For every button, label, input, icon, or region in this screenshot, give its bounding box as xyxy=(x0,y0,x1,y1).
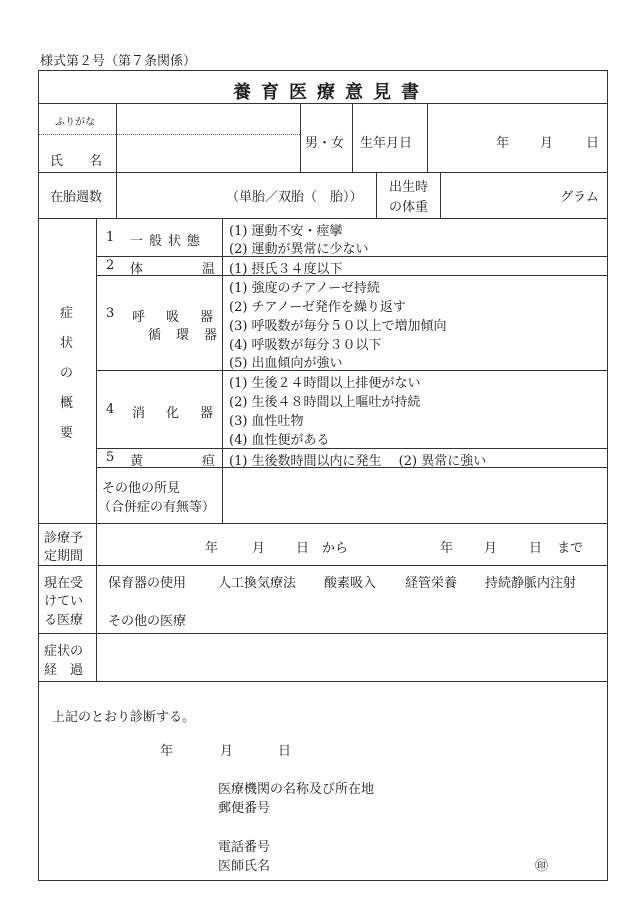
birth-weight-label-2: の体重 xyxy=(389,200,429,215)
course-label: 経 過 xyxy=(44,663,84,678)
line xyxy=(38,134,300,135)
period-month: 月 xyxy=(484,541,498,556)
category-name: 体 xyxy=(130,262,144,277)
birth-weight-label-1: 出生時 xyxy=(389,180,429,195)
name-label: 氏 名 xyxy=(50,154,103,169)
line xyxy=(38,218,608,219)
footer-day: 日 xyxy=(278,744,292,759)
period-to: まで xyxy=(557,541,584,556)
symptom-item: (1) 生後２４時間以上排便がない xyxy=(229,376,421,391)
doctor-label: 医師氏名 xyxy=(218,859,271,874)
footer-year: 年 xyxy=(160,744,174,759)
period-label: 定期間 xyxy=(44,549,84,564)
symptom-item: (1) 摂氏３４度以下 xyxy=(229,262,343,277)
phone-label: 電話番号 xyxy=(218,840,271,855)
section-char: の xyxy=(60,366,74,381)
line xyxy=(427,103,428,172)
period-label: 診療予 xyxy=(44,531,84,546)
sex-field[interactable]: 男・女 xyxy=(305,136,345,151)
line xyxy=(96,448,608,449)
symptom-item: (5) 出血傾向が強い xyxy=(229,356,343,371)
current-label: 現在受 xyxy=(44,576,84,591)
gestation-label: 在胎週数 xyxy=(50,190,103,205)
symptom-item: (3) 呼吸数が毎分５０以上で増加傾向 xyxy=(229,319,447,334)
single-twin: （単胎／双胎（ 胎）） xyxy=(226,190,363,205)
treatment-option[interactable]: 保育器の使用 xyxy=(108,576,187,591)
other-findings-label: その他の所見 xyxy=(102,481,181,496)
line xyxy=(300,103,301,172)
period-month: 月 xyxy=(252,541,266,556)
category-num: 3 xyxy=(106,306,115,321)
treatment-option[interactable]: 人工換気療法 xyxy=(218,576,297,591)
period-year: 年 xyxy=(440,541,454,556)
category-name: 呼吸器 xyxy=(132,310,235,325)
line xyxy=(222,218,223,523)
line xyxy=(38,633,608,634)
period-day: 日 xyxy=(296,541,310,556)
current-label: る医療 xyxy=(44,613,84,628)
symptom-item: (2) 運動が異常に少ない xyxy=(229,242,369,257)
gram-unit: グラム xyxy=(560,190,599,205)
current-label: けてい xyxy=(44,594,84,609)
category-name: 循環器 xyxy=(148,328,233,343)
category-num: 2 xyxy=(106,258,115,273)
symptom-item: (1) 運動不安・痙攣 xyxy=(229,224,343,239)
line xyxy=(440,172,441,219)
symptom-item: (4) 呼吸数が毎分３０以下 xyxy=(229,338,382,353)
line xyxy=(38,523,608,524)
diagnosis-statement: 上記のとおり診断する。 xyxy=(52,710,196,725)
dob-label: 生年月日 xyxy=(360,136,413,151)
furigana-label: ふりがな xyxy=(55,117,95,128)
period-day: 日 xyxy=(529,541,543,556)
line xyxy=(116,103,117,218)
category-name: 疸 xyxy=(202,454,216,469)
dob-day: 日 xyxy=(586,136,600,151)
line xyxy=(96,370,608,371)
category-name: 消化器 xyxy=(132,406,235,421)
treatment-option[interactable]: 経管栄養 xyxy=(405,576,458,591)
category-name: 一般状態 xyxy=(130,234,207,249)
section-char: 状 xyxy=(60,336,74,351)
category-name: 温 xyxy=(202,262,216,277)
line xyxy=(38,565,608,566)
dob-year: 年 xyxy=(496,136,510,151)
treatment-option[interactable]: 持続静脈内注射 xyxy=(485,576,577,591)
line xyxy=(38,103,608,104)
footer-month: 月 xyxy=(220,744,234,759)
line xyxy=(38,172,608,173)
period-from: から xyxy=(322,541,349,556)
section-char: 要 xyxy=(60,426,74,441)
line xyxy=(352,103,353,172)
symptom-item: (2) チアノーゼ発作を繰り返す xyxy=(229,300,406,315)
symptom-item: (1) 強度のチアノーゼ持続 xyxy=(229,281,380,296)
postal-label: 郵便番号 xyxy=(218,801,271,816)
category-num: 5 xyxy=(106,450,115,465)
section-char: 概 xyxy=(60,396,74,411)
seal-icon: ㊞ xyxy=(535,859,549,874)
section-char: 症 xyxy=(60,306,74,321)
line xyxy=(38,681,608,682)
category-name: 黄 xyxy=(130,454,144,469)
category-num: 1 xyxy=(106,230,115,245)
line xyxy=(96,218,97,681)
form-title: 養育医療意見書 xyxy=(233,82,429,103)
symptom-item: (1) 生後数時間以内に発生 (2) 異常に強い xyxy=(229,454,487,469)
course-label: 症状の xyxy=(44,644,84,659)
symptom-item: (4) 血性便がある xyxy=(229,433,330,448)
line xyxy=(376,172,377,218)
treatment-option[interactable]: 酸素吸入 xyxy=(324,576,377,591)
institution-label: 医療機関の名称及び所在地 xyxy=(218,782,375,797)
symptom-item: (3) 血性吐物 xyxy=(229,414,304,429)
dob-month: 月 xyxy=(540,136,554,151)
category-num: 4 xyxy=(106,402,115,417)
other-findings-label: （合併症の有無等） xyxy=(98,500,216,515)
form-number: 様式第２号（第７条関係） xyxy=(40,54,197,69)
symptom-item: (2) 生後４８時間以上嘔吐が持続 xyxy=(229,395,421,410)
treatment-option-other[interactable]: その他の医療 xyxy=(108,614,187,629)
line xyxy=(96,275,608,276)
period-year: 年 xyxy=(205,541,219,556)
